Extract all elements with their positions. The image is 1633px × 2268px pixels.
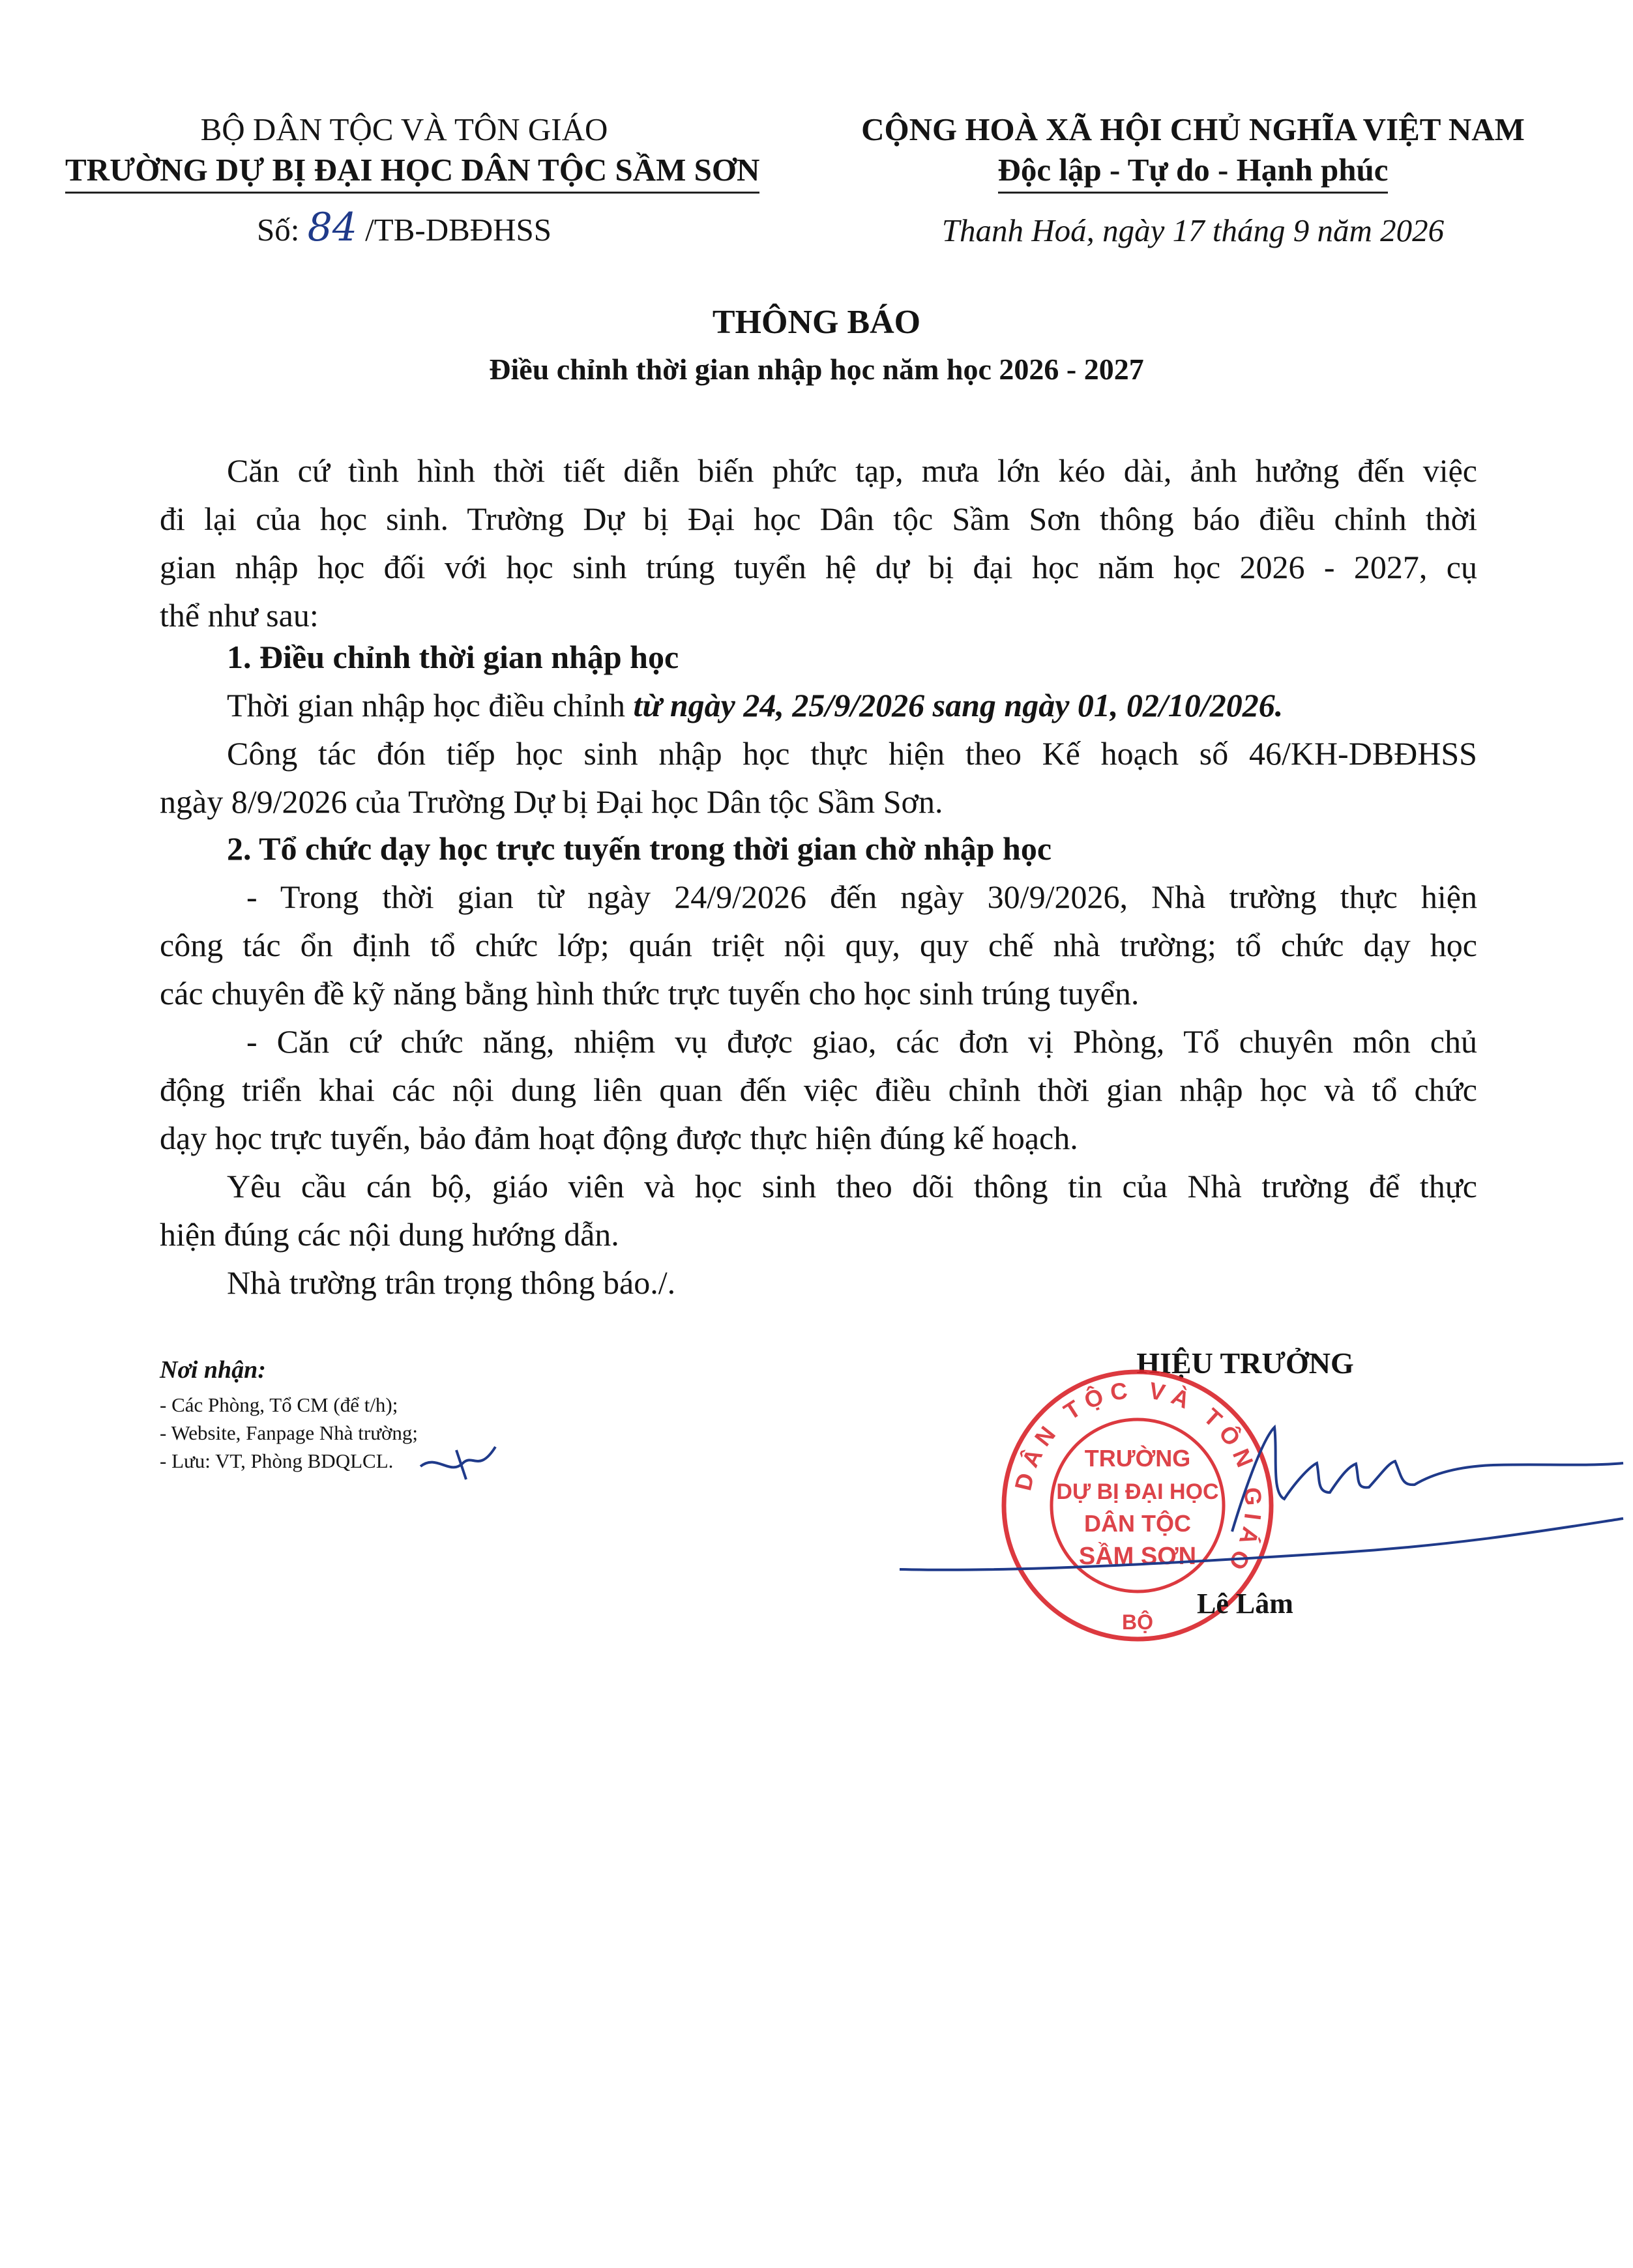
request-line-1: Yêu cầu cán bộ, giáo viên và học sinh theo dõi thông tin của Nhà trường để thực — [227, 1168, 1477, 1204]
signer-position: HIỆU TRƯỞNG — [1136, 1346, 1354, 1380]
section-2-heading: 2. Tổ chức dạy học trực tuyến trong thời gian chờ nhập học — [227, 830, 1052, 867]
closing-line: Nhà trường trân trọng thông báo./. — [227, 1264, 676, 1301]
republic-name: CỘNG HOÀ XÃ HỘI CHỦ NGHĨA VIỆT NAM — [861, 111, 1525, 147]
section-2-para-1-line-1: - Trong thời gian từ ngày 24/9/2026 đến ngày 30/9/2026, Nhà trường thực hiện — [246, 879, 1477, 915]
document-number — [65, 205, 743, 250]
recipients-heading: Nơi nhận: — [160, 1356, 266, 1384]
section-1-line-1-emphasis: từ ngày 24, 25/9/2026 sang ngày 01, 02/10/2026. — [633, 687, 1284, 723]
section-2-para-2-line-2: động triển khai các nội dung liên quan đến việc điều chỉnh thời gian nhập học và tổ chức — [160, 1071, 1477, 1108]
recipient-item: - Lưu: VT, Phòng BDQLCL. — [160, 1449, 394, 1472]
intro-line-3: gian nhập học đối với học sinh trúng tuyển hệ dự bị đại học năm học 2026 - 2027, cụ — [160, 549, 1477, 585]
seal-line-4: SẦM SƠN — [1078, 1543, 1197, 1570]
section-2-para-2-line-3: dạy học trực tuyến, bảo đảm hoạt động được thực hiện đúng kế hoạch. — [160, 1120, 1078, 1156]
document-subtitle: Điều chỉnh thời gian nhập học năm học 2026 - 2027 — [489, 353, 1144, 386]
signer-name: Lê Lâm — [1197, 1588, 1293, 1620]
national-motto-text: Độc lập - Tự do - Hạnh phúc — [998, 151, 1389, 194]
seal-line-2: DỰ BỊ ĐẠI HỌC — [1056, 1479, 1219, 1504]
document-title: THÔNG BÁO — [712, 304, 921, 341]
school-name — [65, 151, 760, 194]
intro-line-4: thể như sau: — [160, 597, 319, 633]
section-1-heading: 1. Điều chỉnh thời gian nhập học — [227, 639, 679, 675]
school-name-text: TRƯỜNG DỰ BỊ ĐẠI HỌC DÂN TỘC SẦM SƠN — [65, 151, 759, 194]
recipient-item: - Các Phòng, Tổ CM (để t/h); — [160, 1393, 398, 1416]
handwritten-signature — [887, 1401, 1630, 1597]
document-number-prefix: Số: — [256, 212, 300, 248]
section-2-para-1-line-2: công tác ổn định tổ chức lớp; quán triệt nội quy, quy chế nhà trường; tổ chức dạy học — [160, 927, 1477, 963]
intro-line-1: Căn cứ tình hình thời tiết diễn biến phức tạp, mưa lớn kéo dài, ảnh hưởng đến việc — [227, 452, 1477, 489]
section-2-para-1-line-3: các chuyên đề kỹ năng bằng hình thức trực tuyến cho học sinh trúng tuyển. — [160, 975, 1140, 1011]
section-2-para-2-line-1: - Căn cứ chức năng, nhiệm vụ được giao, các đơn vị Phòng, Tổ chuyên môn chủ — [246, 1023, 1477, 1060]
recipient-item: - Website, Fanpage Nhà trường; — [160, 1421, 419, 1444]
document-number-suffix: /TB-DBĐHSS — [365, 212, 552, 248]
seal-line-3: DÂN TỘC — [1084, 1510, 1191, 1537]
initials-mark — [417, 1440, 502, 1486]
document-number-handwritten: 84 — [307, 205, 357, 250]
intro-line-2: đi lại của học sinh. Trường Dự bị Đại học Dân tộc Sầm Sơn thông báo điều chỉnh thời — [160, 501, 1477, 537]
place-date: Thanh Hoá, ngày 17 tháng 9 năm 2026 — [941, 212, 1445, 248]
section-1-line-1 — [227, 681, 1283, 729]
seal-ring-text-bottom: BỘ — [1122, 1610, 1153, 1634]
seal-line-1: TRƯỜNG — [1084, 1445, 1191, 1472]
section-1-line-1-plain: Thời gian nhập học điều chỉnh — [227, 687, 634, 723]
section-1-line-3: ngày 8/9/2026 của Trường Dự bị Đại học Dân tộc Sầm Sơn. — [160, 783, 943, 820]
section-1-line-2: Công tác đón tiếp học sinh nhập học thực hiện theo Kế hoạch số 46/KH-DBĐHSS — [227, 735, 1477, 772]
national-motto — [795, 151, 1591, 194]
seal-ring-text: DÂN TỘC VÀ TÔN GIÁO — [1009, 1376, 1267, 1580]
request-line-2: hiện đúng các nội dung hướng dẫn. — [160, 1216, 619, 1253]
ministry-name: BỘ DÂN TỘC VÀ TÔN GIÁO — [200, 111, 608, 147]
